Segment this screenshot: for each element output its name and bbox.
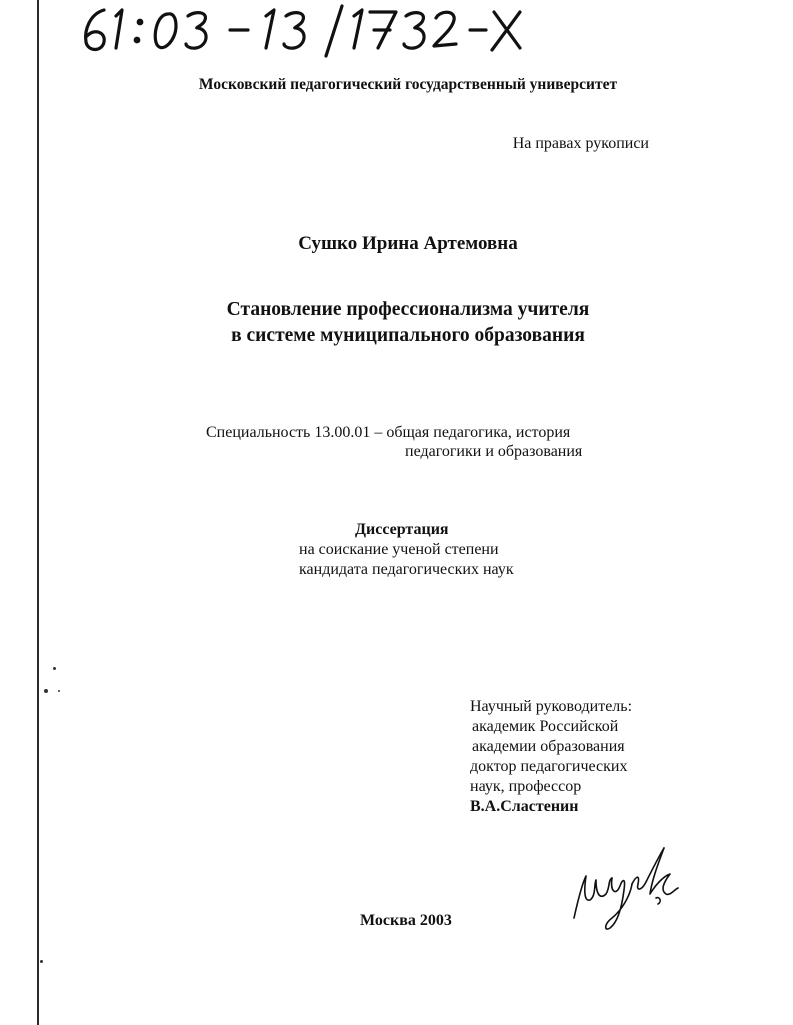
title-line: Становление профессионализма учителя <box>226 299 590 320</box>
scan-speck <box>58 690 60 692</box>
supervisor-name: В.А.Сластенин <box>470 798 579 815</box>
scan-edge-line <box>37 0 39 1025</box>
supervisor-title-line: академик Российской <box>472 718 619 735</box>
scan-speck <box>40 960 43 963</box>
supervisor-title-line: наук, профессор <box>470 778 582 795</box>
supervisor-title-line: академии образования <box>472 738 625 755</box>
author-name: Сушко Ирина Артемовна <box>298 233 518 254</box>
university-name: Московский педагогический государственный университет <box>198 76 618 93</box>
dissertation-line: на соискание ученой степени <box>299 541 499 558</box>
specialty-line: педагогики и образования <box>405 443 583 460</box>
manuscript-rights-note: На правах рукописи <box>512 135 649 152</box>
scan-speck <box>44 689 48 693</box>
dissertation-heading: Диссертация <box>355 521 449 538</box>
handwritten-signature <box>560 840 690 935</box>
handwritten-archive-number <box>60 0 530 60</box>
scan-speck <box>53 667 56 670</box>
supervisor-label: Научный руководитель: <box>470 698 633 715</box>
specialty-line: Специальность 13.00.01 – общая педагогика, история <box>206 424 571 441</box>
dissertation-line: кандидата педагогических наук <box>299 561 514 578</box>
supervisor-title-line: доктор педагогических <box>470 758 628 775</box>
title-line: в системе муниципального образования <box>231 325 585 346</box>
city-year: Москва 2003 <box>360 912 452 929</box>
dissertation-title <box>0 297 793 349</box>
supervisor-block <box>470 697 632 817</box>
